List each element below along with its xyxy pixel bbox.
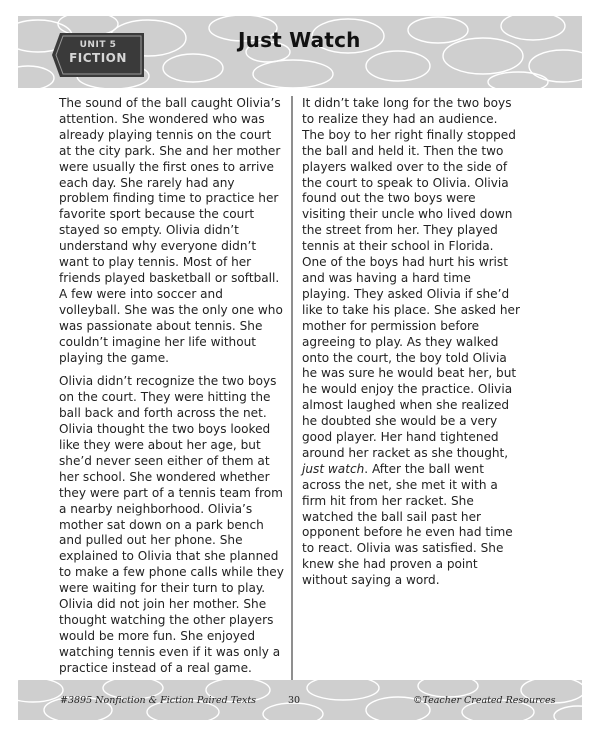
- left-column: [59, 96, 287, 685]
- story-paragraph: [302, 96, 520, 589]
- story-paragraph: Olivia didn’t recognize the two boys on the court. They were hitting the ball back and forth across the net. Olivia thought the two boys looked like they were about her age, but she’d never seen either of them at her school. She wondered whether they were part of a tennis team from a nearby neighborhood. Olivia’s mother sat down on a park bench and pulled out her phone. She explained to Olivia that she planned to make a few phone calls while they were waiting for their turn to play. Olivia did not join her mother. She thought watching the other players would be more fun. She enjoyed watching tennis even if it was only a practice instead of a real game.: [59, 374, 284, 675]
- unit-badge: [52, 33, 144, 77]
- right-column: [302, 96, 520, 597]
- story-italic-text: just watch: [302, 461, 365, 476]
- story-text: It didn’t take long for the two boys to realize they had an audience. The boy to her right finally stopped the ball and held it. Then the two players walked over to the side of the court to speak to Olivia. Olivia found out the two boys were visiting their uncle who lived down the street from her. They played tennis at their school in Florida. One of the boys had hurt his wrist and was having a hard time playing. They asked Olivia if she’d like to take his place. She asked her mother for permission before agreeing to play. As they walked onto the court, the boy told Olivia he was sure he would beat her, but he would enjoy the practice. Olivia almost laughed when she realized he doubted she would be a very good player. Her hand tightened around her racket as she thought,: [302, 96, 520, 460]
- footer-book-title: #3895 Nonfiction & Fiction Paired Texts: [60, 695, 257, 706]
- page-number: 30: [288, 695, 301, 706]
- genre-label: FICTION: [69, 51, 127, 65]
- column-divider: [291, 96, 293, 704]
- unit-label: UNIT 5: [79, 40, 117, 50]
- footer-publisher: ©Teacher Created Resources: [413, 695, 556, 706]
- page-title: Just Watch: [238, 28, 361, 52]
- story-text: . After the ball went across the net, she met it with a firm hit from her racket. She watched the ball sail past her opponent before he even had time to react. Olivia was satisfied. She knew she had proven a point without saying a word.: [302, 461, 513, 588]
- story-paragraph: The sound of the ball caught Olivia’s attention. She wondered who was already playing tennis on the court at the city park. She and her mother were usually the first ones to arrive each day. She rarely had any problem finding time to practice her favorite sport because the court stayed so empty. Olivia didn’t understand why everyone didn’t want to play tennis. Most of her friends played basketball or softball. A few were into soccer and volleyball. She was the only one who was passionate about tennis. She couldn’t imagine her life without playing the game.: [59, 96, 283, 365]
